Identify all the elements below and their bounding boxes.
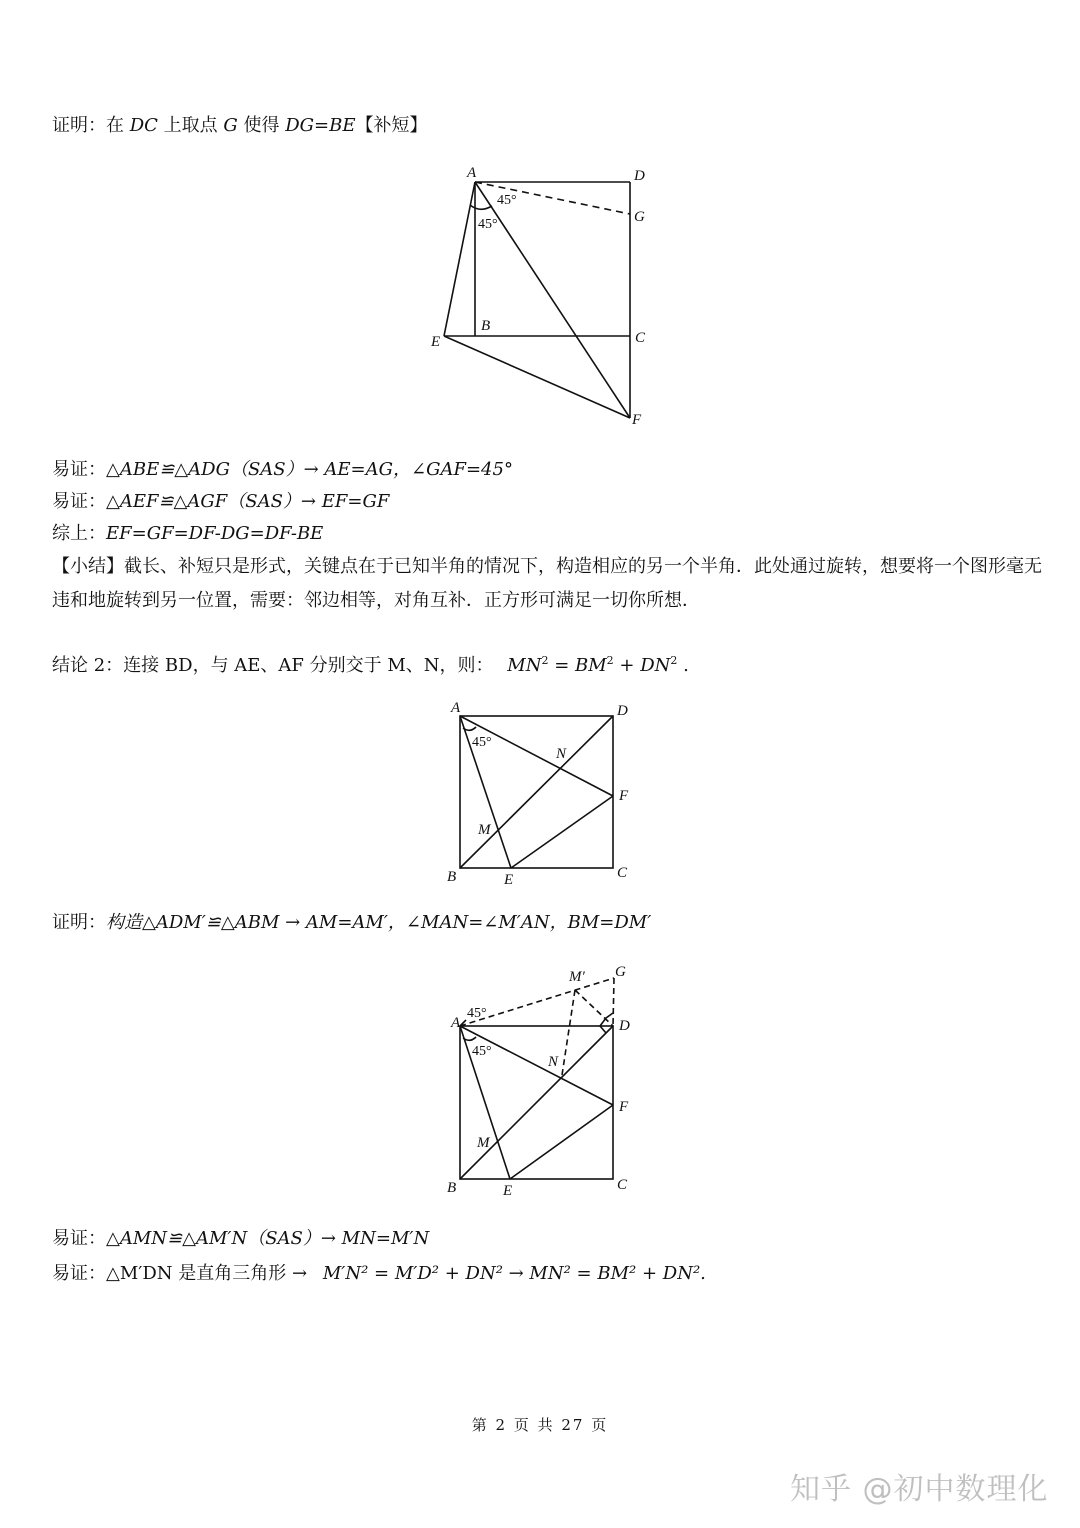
- fig2-angle: 45°: [472, 735, 492, 750]
- fig3-label-mprime: M′: [569, 969, 585, 985]
- fig1-label-a: A: [467, 165, 477, 181]
- fig3-label-a: A: [451, 1015, 461, 1031]
- proof2-step1: 易证：△AMN≌△AM′N（SAS）→ MN=M′N: [52, 1228, 430, 1249]
- figure-3: [440, 960, 640, 1200]
- fig3-angle-outer: 45°: [467, 1006, 487, 1021]
- fig1-angle-lower: 45°: [478, 217, 498, 232]
- summary-paragraph: 【小结】截长、补短只是形式，关键点在于已知半角的情况下，构造相应的另一个半角．此处通过旋转，想要将一个图形毫无违和地旋转到另一位置，需要：邻边相等，对角互补．正方形可满足一切你所想．: [52, 556, 1042, 611]
- fig2-label-a: A: [451, 700, 461, 716]
- proof1-step1: 易证：△ABE≌△ADG（SAS）→ AE=AG，∠GAF=45°: [52, 459, 513, 480]
- fig2-label-f: F: [619, 788, 629, 804]
- fig3-label-m: M: [477, 1135, 490, 1151]
- fig3-label-n: N: [548, 1054, 559, 1070]
- fig2-label-m: M: [478, 822, 491, 838]
- fig1-label-f: F: [632, 412, 642, 428]
- figure-2: [440, 695, 640, 890]
- proof2-line: 证明：构造△ADM′≌△ABM → AM=AM′，∠MAN=∠M′AN，BM=DM′: [52, 912, 652, 933]
- fig2-label-b: B: [447, 869, 457, 885]
- fig3-label-g: G: [615, 964, 626, 980]
- fig1-label-b: B: [481, 318, 491, 334]
- fig3-label-c: C: [617, 1177, 628, 1193]
- fig1-label-d: D: [634, 168, 645, 184]
- proof-label: 证明：: [52, 115, 106, 136]
- page-footer: 第 2 页 共 27 页: [471, 1416, 609, 1434]
- fig3-label-d: D: [619, 1018, 630, 1034]
- proof1-conclusion: 综上：EF=GF=DF-DG=DF-BE: [52, 523, 324, 544]
- conclusion2-line: 结论 2：连接 BD，与 AE、AF 分别交于 M、N，则： $MN^2 = BM^2 + DN^2$ .: [52, 654, 689, 676]
- fig1-label-c: C: [635, 330, 646, 346]
- summary-tag: 【小结】: [52, 556, 124, 577]
- proof2-step2: 易证：△M′DN 是直角三角形 → M′N² = M′D² + DN² → MN² = BM² + DN².: [52, 1263, 706, 1284]
- proof1-step2: 易证：△AEF≌△AGF（SAS）→ EF=GF: [52, 491, 390, 512]
- fig2-label-e: E: [504, 872, 514, 888]
- fig2-label-n: N: [556, 746, 567, 762]
- figure-1: [400, 160, 680, 440]
- watermark: 知乎 @初中数理化: [790, 1472, 1049, 1507]
- fig3-angle-inner: 45°: [472, 1044, 492, 1059]
- fig1-label-e: E: [431, 334, 441, 350]
- fig2-label-d: D: [617, 703, 628, 719]
- fig3-label-e: E: [503, 1183, 513, 1199]
- proof1-line: 证明：在 DC 上取点 G 使得 DG=BE【补短】: [52, 115, 428, 136]
- fig3-label-b: B: [447, 1180, 457, 1196]
- fig1-label-g: G: [634, 209, 645, 225]
- fig1-angle-upper: 45°: [497, 193, 517, 208]
- fig2-label-c: C: [617, 865, 628, 881]
- fig3-label-f: F: [619, 1099, 629, 1115]
